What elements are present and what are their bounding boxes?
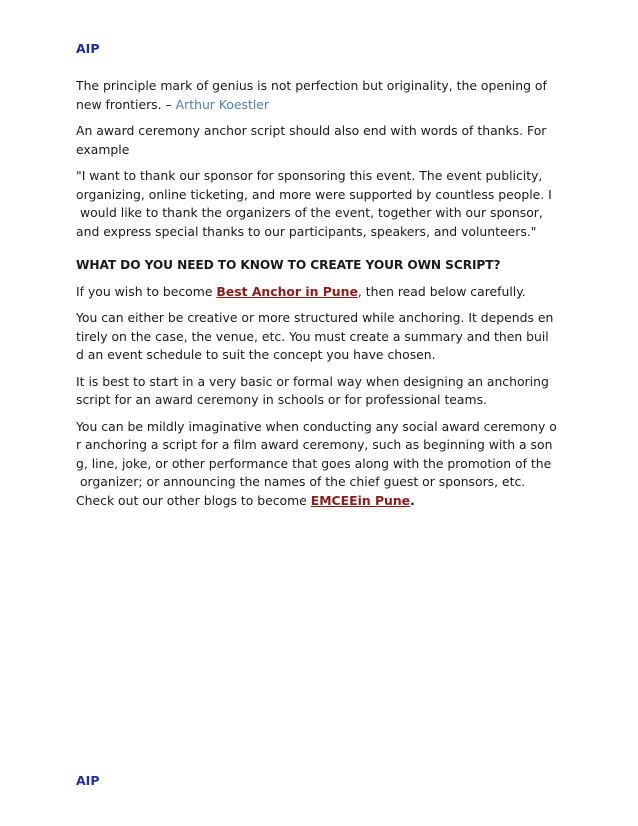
emcee-link[interactable]: EMCEEin Pune: [310, 492, 411, 508]
text-after-link: , then read below carefully.: [357, 283, 526, 299]
paragraph-thanks-intro: [76, 122, 568, 159]
paragraph-line: [76, 283, 568, 302]
text-before-link: Check out our other blogs to become: [76, 492, 311, 508]
paragraph-line: d an event schedule to suit the concept you have chosen.: [76, 347, 436, 362]
paragraph-formal-start: [76, 373, 568, 410]
best-anchor-link[interactable]: Best Anchor in Pune: [216, 283, 358, 299]
document-body: [76, 77, 568, 518]
footer-mark: AIP: [76, 773, 100, 788]
paragraph-structure: [76, 309, 568, 365]
quote-line-2-text: new frontiers. –: [76, 96, 176, 112]
section-heading: WHAT DO YOU NEED TO KNOW TO CREATE YOUR OWN SCRIPT?: [76, 258, 501, 272]
paragraph-line: and express special thanks to our participants, speakers, and volunteers.": [76, 223, 537, 239]
paragraph-line: organizer; or announcing the names of the chief guest or sponsors, etc.: [76, 474, 526, 489]
paragraph-line: example: [76, 141, 130, 157]
paragraph-line: script for an award ceremony in schools or for professional teams.: [76, 392, 487, 407]
quote-paragraph: [76, 77, 568, 114]
paragraph-imaginative: [76, 418, 568, 511]
paragraph-line: You can either be creative or more structured while anchoring. It depends en: [76, 310, 554, 325]
paragraph-line: tirely on the case, the venue, etc. You must create a summary and then buil: [76, 328, 549, 344]
paragraph-line: would like to thank the organizers of the event, together with our sponsor,: [76, 205, 543, 220]
text-after-link: .: [410, 492, 415, 508]
paragraph-line: It is best to start in a very basic or formal way when designing an anchoring: [76, 373, 549, 389]
paragraph-line: An award ceremony anchor script should also end with words of thanks. For: [76, 123, 547, 138]
paragraph-line: r anchoring a script for a film award ceremony, such as beginning with a son: [76, 437, 553, 452]
paragraph-line: [76, 492, 568, 511]
text-before-link: If you wish to become: [76, 283, 217, 299]
quote-line-2: [76, 96, 568, 115]
paragraph-line: organizing, online ticketing, and more were supported by countless people. I: [76, 186, 552, 202]
quote-author-link[interactable]: Arthur Koestler: [175, 96, 270, 112]
header-mark: AIP: [76, 41, 100, 56]
paragraph-line: g, line, joke, or other performance that goes along with the promotion of the: [76, 455, 552, 471]
paragraph-line: You can be mildly imaginative when conducting any social award ceremony o: [76, 418, 557, 434]
quote-line-1: The principle mark of genius is not perfection but originality, the opening of: [76, 78, 547, 93]
paragraph-line: "I want to thank our sponsor for sponsoring this event. The event publicity,: [76, 168, 543, 183]
paragraph-best-anchor: [76, 283, 568, 302]
paragraph-thanks-quote: [76, 167, 568, 241]
